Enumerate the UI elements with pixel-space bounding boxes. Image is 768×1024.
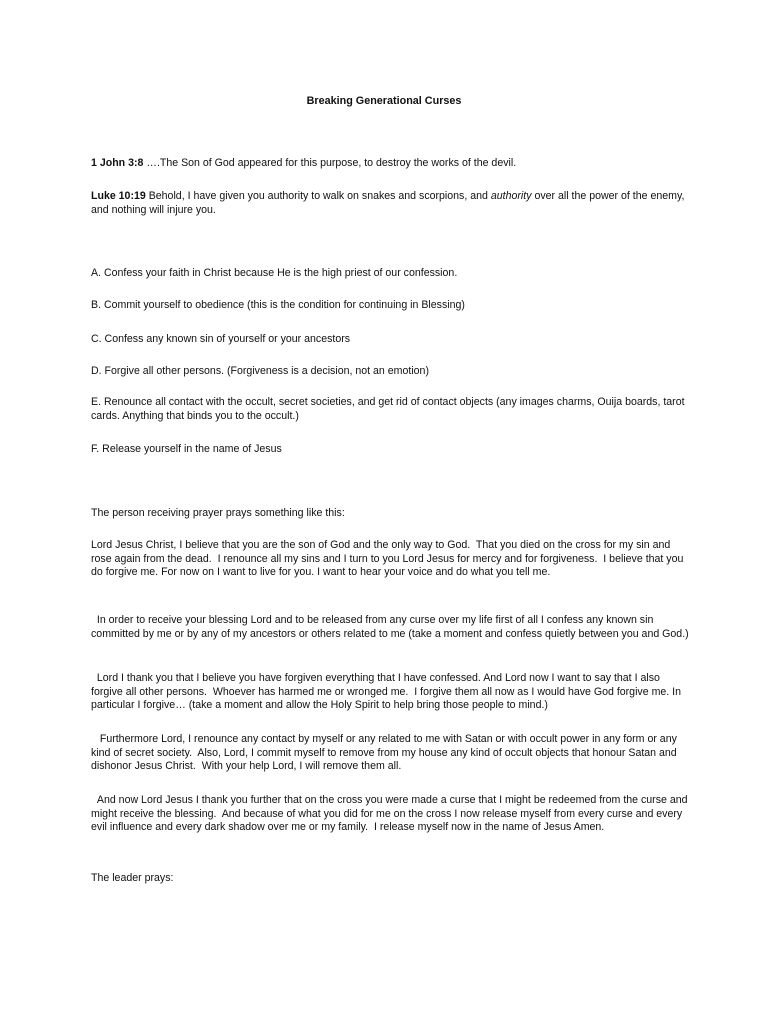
step-a: A. Confess your faith in Christ because He is the high priest of our confession.	[91, 267, 458, 279]
verse-ref: 1 John 3:8	[91, 157, 144, 169]
prayer-paragraph-3: Lord I thank you that I believe you have forgiven everything that I have confessed. And Lord now I want to say that I also forgive all other persons. Whoever has harmed me or wronged me. I forgive them all now as I would have God forgive me. In particular I forgive… (take a moment and allow the Holy Spirit to help bring those people to mind.)	[91, 672, 684, 712]
document-title: Breaking Generational Curses	[306, 95, 462, 107]
verse-text: over all the power of the enemy, and nothing will injure you.	[91, 190, 685, 216]
prayer-paragraph-2: In order to receive your blessing Lord and to be released from any curse over my life first of all I confess any known sin committed by me or by any of my ancestors or others related to me (take a moment and confess quietly between you and God.)	[91, 614, 689, 640]
step-b: B. Commit yourself to obedience (this is the condition for continuing in Blessing)	[91, 299, 465, 311]
verse-ref: Luke 10:19	[91, 190, 146, 202]
step-e: E. Renounce all contact with the occult, secret societies, and get rid of contact objects (any images charms, Ouija boards, tarot cards. Anything that binds you to the occult.)	[91, 396, 685, 422]
prayer-paragraph-5: And now Lord Jesus I thank you further that on the cross you were made a curse that I might be redeemed from the curse and might receive the blessing. And because of what you did for me on the cross I now release myself from every curse and every evil influence and every dark shadow over me or my family. I release myself now in the name of Jesus Amen.	[91, 794, 691, 834]
verse-luke	[91, 190, 691, 217]
leader-intro: The leader prays:	[91, 872, 174, 884]
prayer-paragraph-1: Lord Jesus Christ, I believe that you are the son of God and the only way to God. That you died on the cross for my sin and rose again from the dead. I renounce all my sins and I turn to you Lord Jesus for mercy and for forgiveness. I believe that you do forgive me. For now on I want to live for you. I want to hear your voice and do what you tell me.	[91, 539, 687, 579]
step-d: D. Forgive all other persons. (Forgiveness is a decision, not an emotion)	[91, 365, 429, 377]
verse-1john	[91, 157, 691, 171]
verse-text: ….The Son of God appeared for this purpose, to destroy the works of the devil.	[143, 157, 517, 169]
prayer-intro: The person receiving prayer prays something like this:	[91, 507, 345, 519]
verse-text: Behold, I have given you authority to walk on snakes and scorpions, and	[145, 190, 491, 202]
prayer-paragraph-4: Furthermore Lord, I renounce any contact by myself or any related to me with Satan or with occult power in any form or any kind of secret society. Also, Lord, I commit myself to remove from my house any kind of occult objects that honour Satan and dishonor Jesus Christ. With your help Lord, I will remove them all.	[91, 733, 680, 773]
verse-emphasis: authority	[490, 190, 532, 202]
step-c: C. Confess any known sin of yourself or your ancestors	[91, 333, 351, 345]
step-f: F. Release yourself in the name of Jesus	[91, 443, 282, 455]
